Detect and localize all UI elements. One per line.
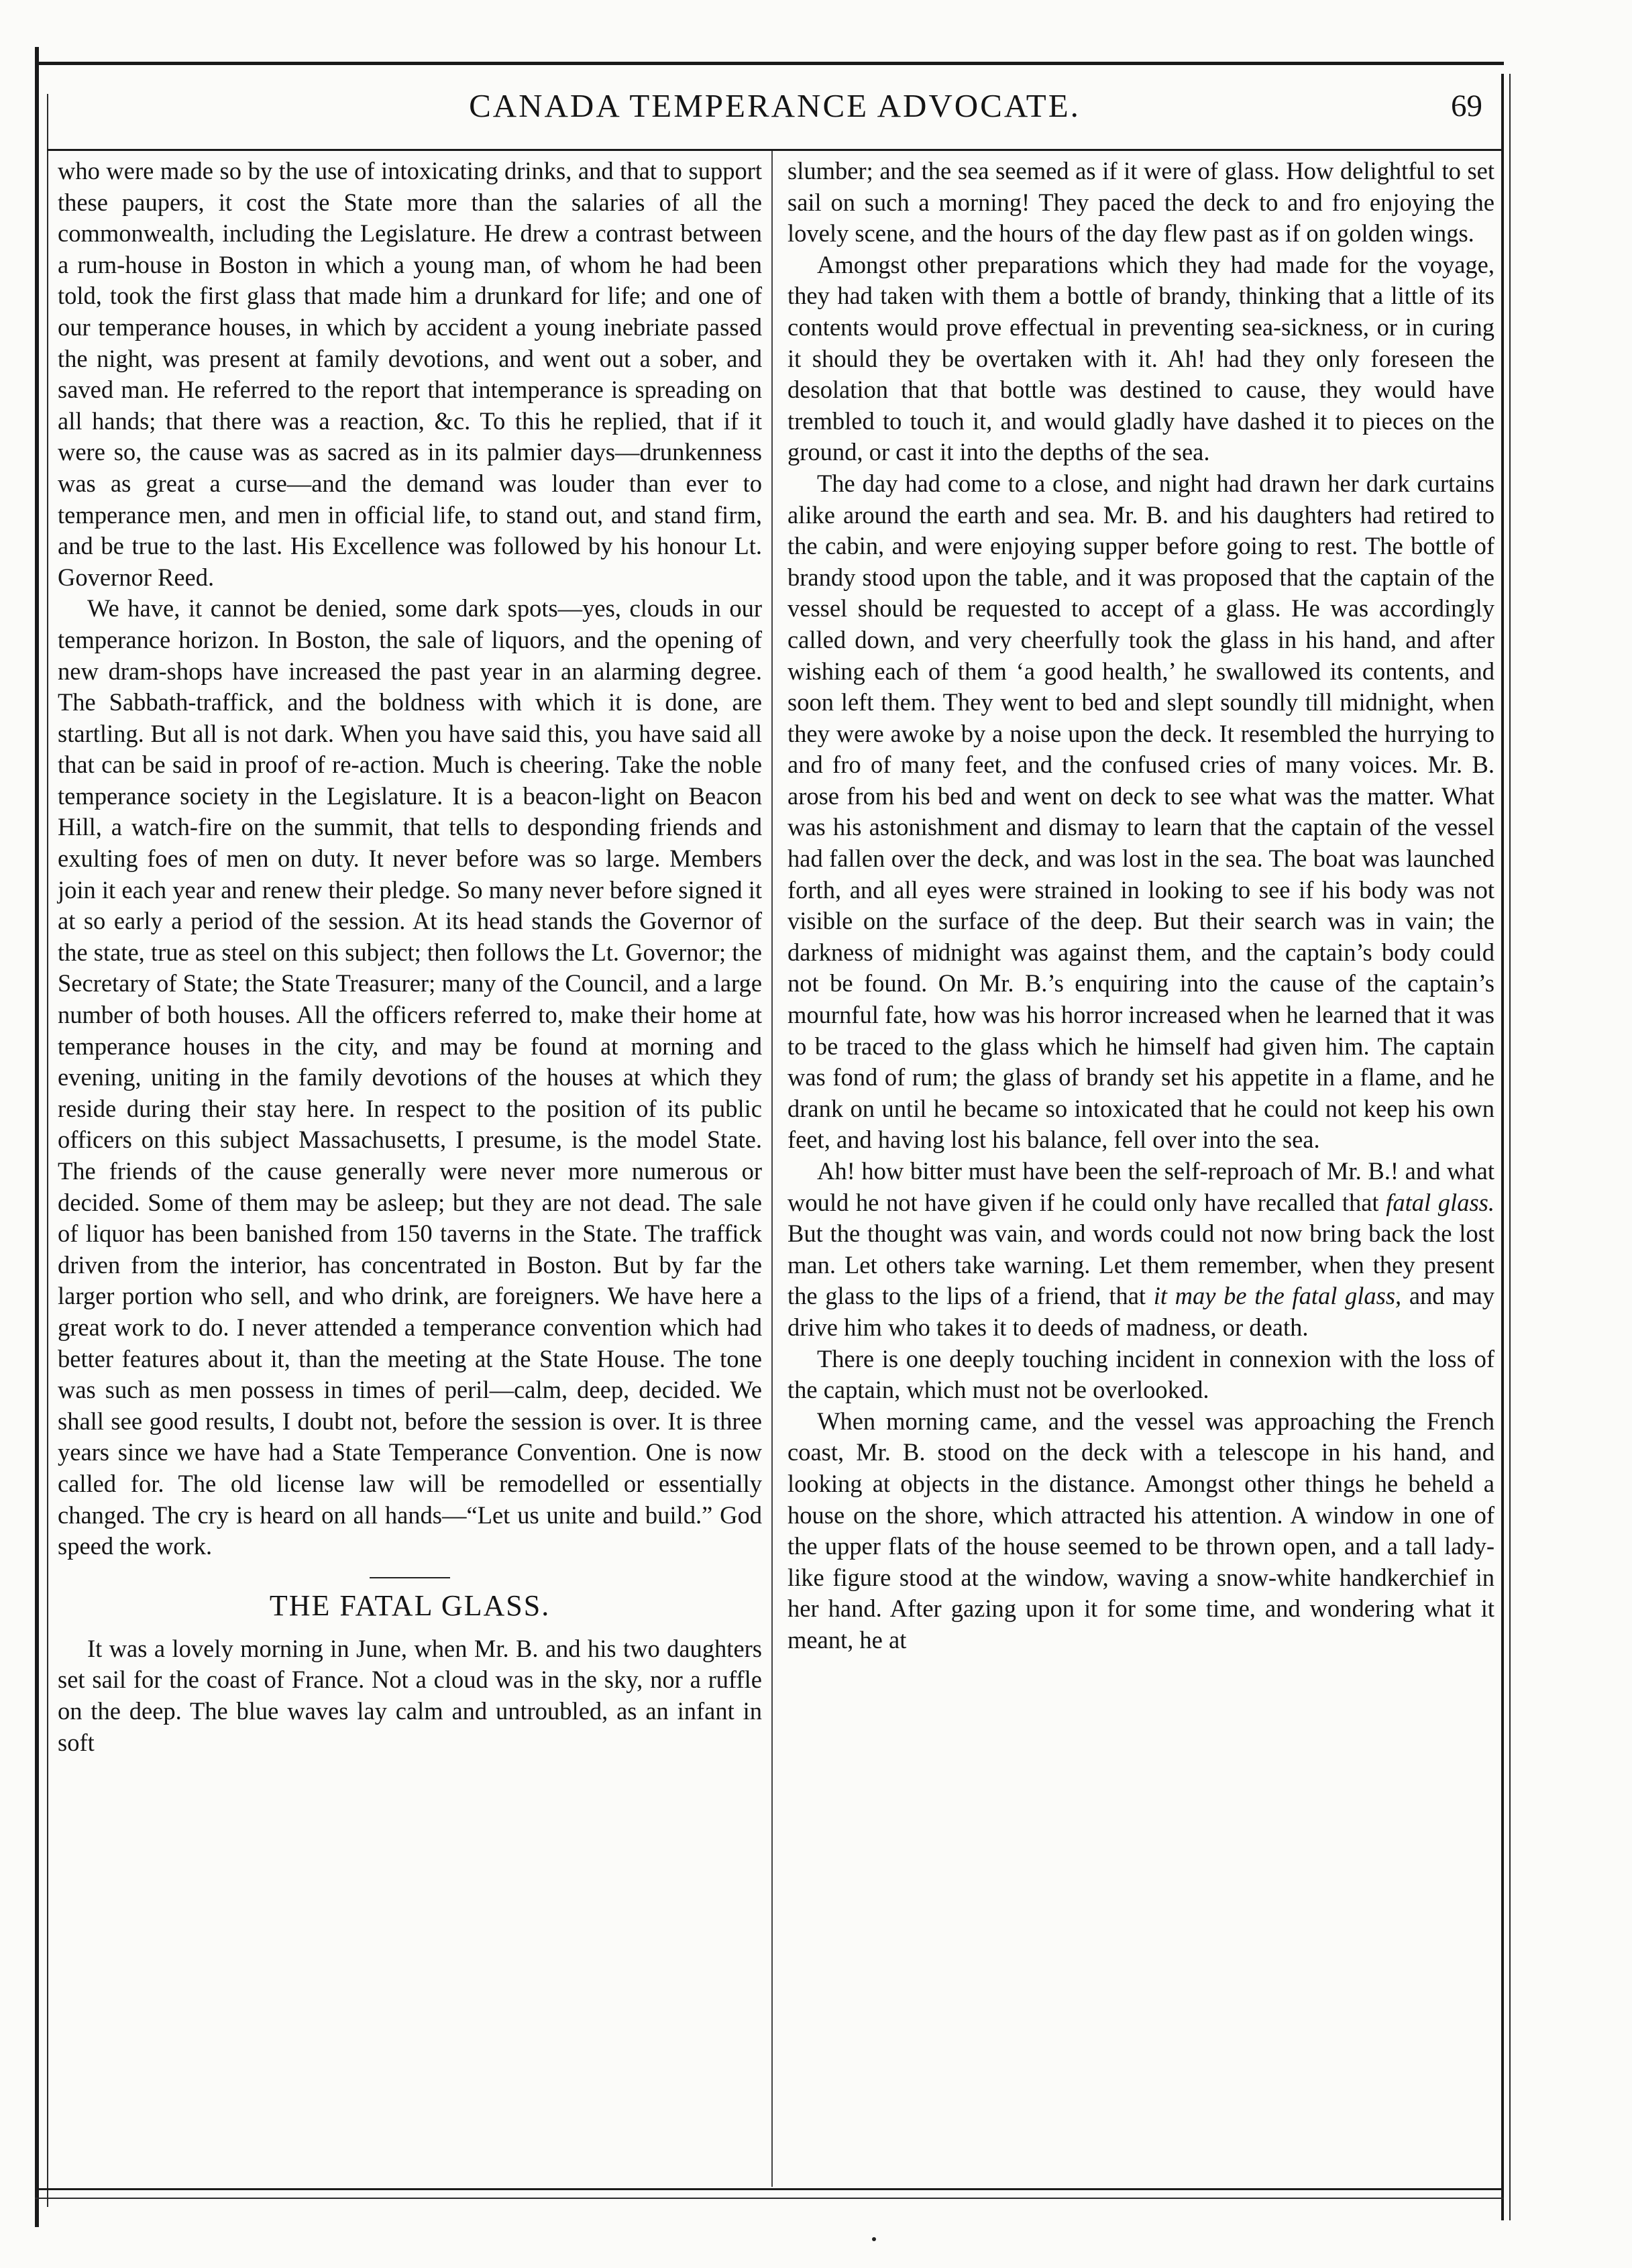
right-paragraph-3: The day had come to a close, and night had drawn her dark curtains alike around the earth and sea. Mr. B. and his daughters had retired to the cabin, and were enjoying supper before going to rest. The bottle of brandy stood upon the table, and it was proposed that the captain of the vessel should be requested to accept of a glass. He was accordingly called down, and very cheerfully took the glass in his hand, and after wishing each of them ‘a good health,’ he swallowed its contents, and soon left them. They went to bed and slept soundly till midnight, when they were awoke by a noise upon the deck. It resembled the hurrying to and fro of many feet, and the confused cries of many voices. Mr. B. arose from his bed and went on deck to see what was the matter. What was his astonishment and dismay to learn that the captain of the vessel had fallen over the deck, and was lost in the sea. The boat was launched forth, and all eyes were strained in looking to see if his body was not visible on the surface of the deep. But their search was in vain; the darkness of midnight was against them, and the captain’s body could not be found. On Mr. B.’s enquiring into the cause of the captain’s mournful fate, how was his horror increased when he learned that it was to be traced to the glass which he himself had given him. The captain was fond of rum; the glass of brandy set his appetite in a flame, and he drank on until he became so intoxicated that he could not keep his own feet, and having lost his balance, fell over into the sea. (787, 469, 1494, 1154)
page-border-right-inner (1509, 74, 1511, 2220)
p4-text-c: and may drive him who takes it to deeds of madness, or death. (787, 1282, 1494, 1341)
bottom-rule (35, 2188, 1504, 2190)
article-heading: THE FATAL GLASS. (269, 1588, 551, 1622)
page-number: 69 (1451, 89, 1482, 123)
right-paragraph-6: When morning came, and the vessel was approaching the French coast, Mr. B. stood on the deck with a telescope in his hand, and looking at objects in the distance. Amongst other things he beheld a house on the shore, which attracted his attention. A window in one of the upper flats of the house seemed to be thrown open, and a tall lady-like figure stood at the window, waving a snow-white handkerchief in her hand. After gazing upon it for some time, and wondering what it meant, he at (787, 1407, 1494, 1654)
column-divider (771, 151, 773, 2187)
publication-title: CANADA TEMPERANCE ADVOCATE. (469, 87, 1081, 124)
right-paragraph-1: slumber; and the sea seemed as if it were of glass. How delightful to set sail on such a morning! They paced the deck to and fro enjoying the lovely scene, and the hours of the day flew past as if on golden wings. (787, 157, 1494, 248)
p4-italic-may-be: it may be the fatal glass, (1153, 1282, 1402, 1310)
printer-mark (872, 2237, 876, 2241)
page-border-left-inner (47, 94, 48, 2207)
p4-italic-fatal-glass: fatal glass. (1386, 1188, 1494, 1216)
right-paragraph-2: Amongst other preparations which they had made for the voyage, they had taken with them a bottle of brandy, thinking that a little of its contents would prove effectual in preventing sea-sickness, or in curing it should they be overtaken with it. Ah! had they only foreseen the desolation that that bottle was destined to cause, they would have trembled to touch it, and would gladly have dashed it to pieces on the ground, or cast it into the depths of the sea. (787, 250, 1494, 466)
left-paragraph-1: who were made so by the use of intoxicating drinks, and that to support these paupers, it cost the State more than the salaries of all the commonwealth, including the Legislature. He drew a contrast between a rum-house in Boston in which a young man, of whom he had been told, took the first glass that made him a drunkard for life; and one of our temperance houses, in which by accident a young inebriate passed the night, was present at family devotions, and went out a sober, and saved man. He referred to the report that intemperance is spreading on all hands; that there was a reaction, &c. To this he replied, that if it were so, the cause was as sacred as in its palmier days—drunkenness was as great a curse—and the demand was louder than ever to temperance men, and men in official life, to stand out, and stand firm, and be true to the last. His Excellence was followed by his honour Lt. Governor Reed. (58, 157, 762, 591)
p4-text-b: But the thought was vain, and words could not now bring back the lost man. Let others take warning. Let them remember, when they present the glass to the lips of a friend, that (787, 1220, 1494, 1310)
top-rule (35, 62, 1504, 65)
article-paragraph-1: It was a lovely morning in June, when Mr. B. and his two daughters set sail for the coast of France. Not a cloud was in the sky, nor a ruffle on the deep. The blue waves lay calm and untroubled, as an infant in soft (58, 1634, 762, 1756)
right-paragraph-4 (787, 1156, 1494, 1344)
right-paragraph-5: There is one deeply touching incident in connexion with the loss of the captain, which must not be overlooked. (787, 1344, 1494, 1404)
left-paragraph-2: We have, it cannot be denied, some dark spots—yes, clouds in our temperance horizon. In Boston, the sale of liquors, and the opening of new dram-shops have increased the past year in an alarming degree. The Sabbath-traffick, and the boldness with which it is done, are startling. But all is not dark. When you have said this, you have said all that can be said in proof of re-action. Much is cheering. Take the noble temperance society in the Legislature. It is a beacon-light on Beacon Hill, a watch-fire on the summit, that tells to desponding friends and exulting foes of men on duty. It never before was so large. Members join it each year and renew their pledge. So many never before signed it at so early a period of the session. At its head stands the Governor of the state, true as steel on this subject; then follows the Lt. Governor; the Secretary of State; the State Treasurer; many of the Council, and a large number of both houses. All the officers referred to, make their home at temperance houses in the city, and may be found at morning and evening, uniting in the family devotions of the houses at which they reside during their stay here. In respect to the position of its public officers on this subject Massachusetts, I presume, is the model State. The friends of the cause generally were never more numerous or decided. Some of them may be asleep; but they are not dead. The sale of liquor has been banished from 150 taverns in the State. The traffick driven from the interior, has concentrated in Boston. But by far the larger portion who sell, and who drink, are foreigners. We have here a great work to do. I never attended a temperance convention which had better features about it, than the meeting at the State House. The tone was such as men possess in times of peril—calm, deep, decided. We shall see good results, I doubt not, before the session is over. It is three years since we have had a State Temperance Convention. One is now called for. The old license law will be remodelled or essentially changed. The cry is heard on all hands—“Let us unite and build.” God speed the work. (58, 594, 762, 1560)
page-border-left (35, 47, 39, 2227)
running-head (54, 79, 1496, 133)
right-column (787, 156, 1494, 1656)
page-border-right (1501, 74, 1504, 2220)
left-column (58, 156, 762, 1758)
header-rule (47, 149, 1504, 151)
section-divider (370, 1577, 450, 1578)
p4-text-a: Ah! how bitter must have been the self-reproach of Mr. B.! and what would he not have given if he could only have recalled that (787, 1157, 1494, 1216)
bottom-rule-inner (35, 2198, 1504, 2199)
